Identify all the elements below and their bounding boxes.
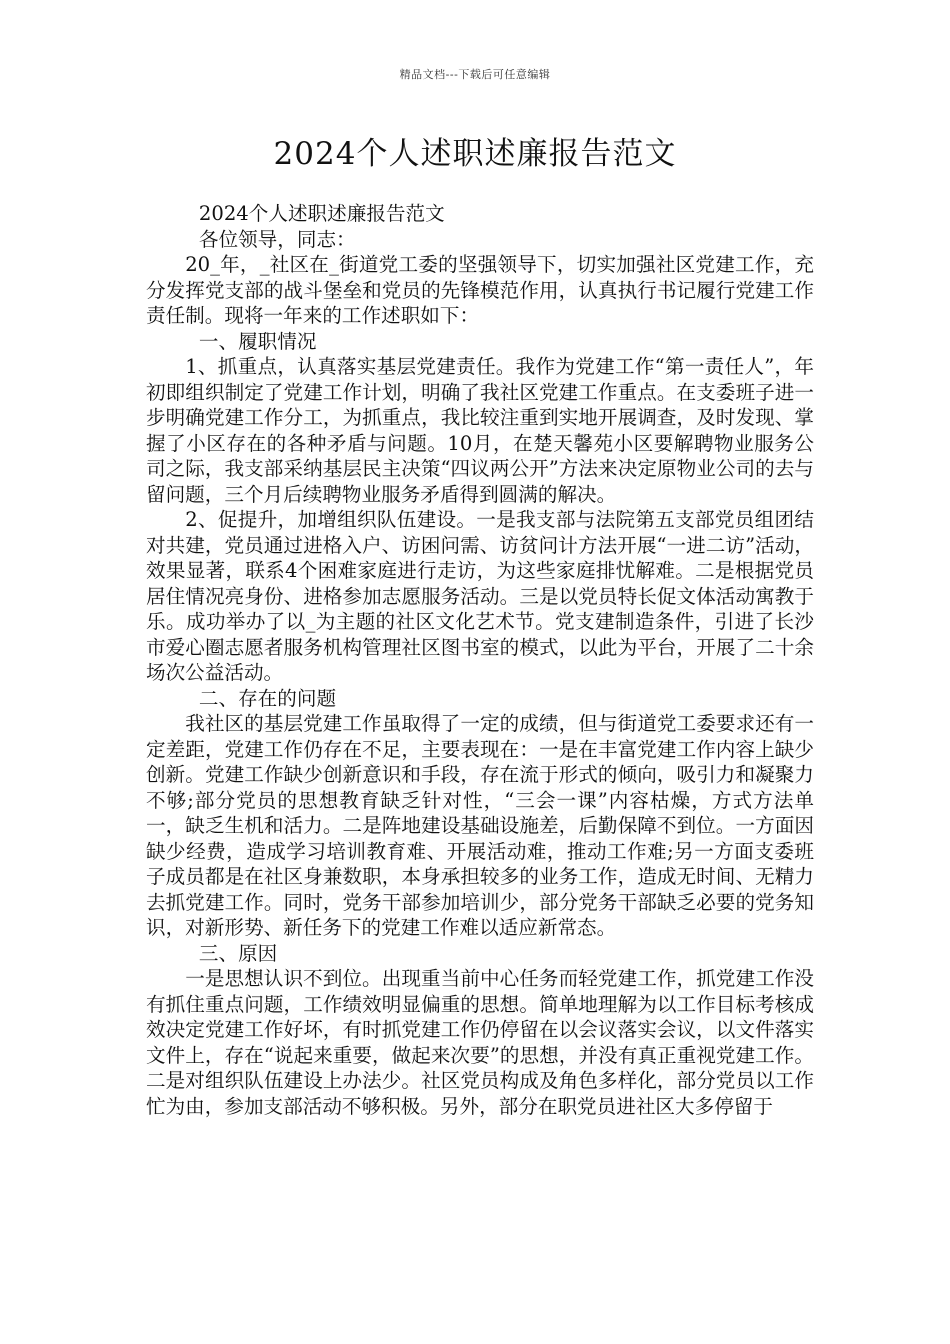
header-note: 精品文档---下载后可任意编辑 — [399, 68, 551, 81]
section-heading-causes: 三、原因 — [198, 941, 278, 965]
paragraph-duty-1: 1、抓重点，认真落实基层党建责任。我作为党建工作“第一责任人”，年初即组织制定了党建工作计划，明确了我社区党建工作重点。在支委班子进一步明确党建工作分工，为抓重点，我比较注重到实地开展调查，及时发现、掌握了小区存在的各种矛盾与问题。10月，在楚天馨苑小区要解聘物业服务公司之际，我支部采纳基层民主决策“四议两公开”方法来决定原物业公司的去与留问题，三个月后续聘物业服务矛盾得到圆满的解决。 — [146, 355, 814, 506]
intro-paragraph: 20_年，_社区在_街道党工委的坚强领导下，切实加强社区党建工作，充分发挥党支部的战斗堡垒和党员的先锋模范作用，认真执行书记履行党建工作责任制。现将一年来的工作述职如下： — [146, 253, 814, 327]
paragraph-duty-2: 2、促提升，加增组织队伍建设。一是我支部与法院第五支部党员组团结对共建，党员通过进格入户、访困问需、访贫问计方法开展“一进二访”活动，效果显著，联系4个困难家庭进行走访，为这些家庭排忧解难。二是根据党员居住情况亮身份、进格参加志愿服务活动。三是以党员特长促文体活动寓教于乐。成功举办了以_为主题的社区文化艺术节。党支建制造条件，引进了长沙市爱心圈志愿者服务机构管理社区图书室的模式，以此为平台，开展了二十余场次公益活动。 — [146, 508, 814, 684]
paragraph-causes: 一是思想认识不到位。出现重当前中心任务而轻党建工作，抓党建工作没有抓住重点问题，工作绩效明显偏重的思想。简单地理解为以工作目标考核成效决定党建工作好坏，有时抓党建工作仍停留在以会议落实会议，以文件落实文件上，存在“说起来重要，做起来次要”的思想，并没有真正重视党建工作。二是对组织队伍建设上办法少。社区党员构成及角色多样化，部分党员以工作忙为由，参加支部活动不够积极。另外，部分在职党员进社区大多停留于 — [146, 967, 814, 1118]
document-body — [146, 201, 814, 1119]
body-subtitle: 2024个人述职述廉报告范文 — [198, 202, 445, 225]
salutation: 各位领导，同志： — [198, 227, 356, 251]
document-title: 2024个人述职述廉报告范文 — [273, 136, 677, 172]
paragraph-problems: 我社区的基层党建工作虽取得了一定的成绩，但与街道党工委要求还有一定差距，党建工作仍存在不足，主要表现在：一是在丰富党建工作内容上缺少创新。党建工作缺少创新意识和手段，存在流于形式的倾向，吸引力和凝聚力不够;部分党员的思想教育缺乏针对性，“三会一课”内容枯燥，方式方法单一，缺乏生机和活力。二是阵地建设基础设施差，后勤保障不到位。一方面因缺少经费，造成学习培训教育难、开展活动难，推动工作难;另一方面支委班子成员都是在社区身兼数职，本身承担较多的业务工作，造成无时间、无精力去抓党建工作。同时，党务干部参加培训少，部分党务干部缺乏必要的党务知识，对新形势、新任务下的党建工作难以适应新常态。 — [146, 712, 814, 939]
section-heading-problems: 二、存在的问题 — [198, 686, 337, 710]
section-heading-duties: 一、履职情况 — [198, 329, 317, 353]
